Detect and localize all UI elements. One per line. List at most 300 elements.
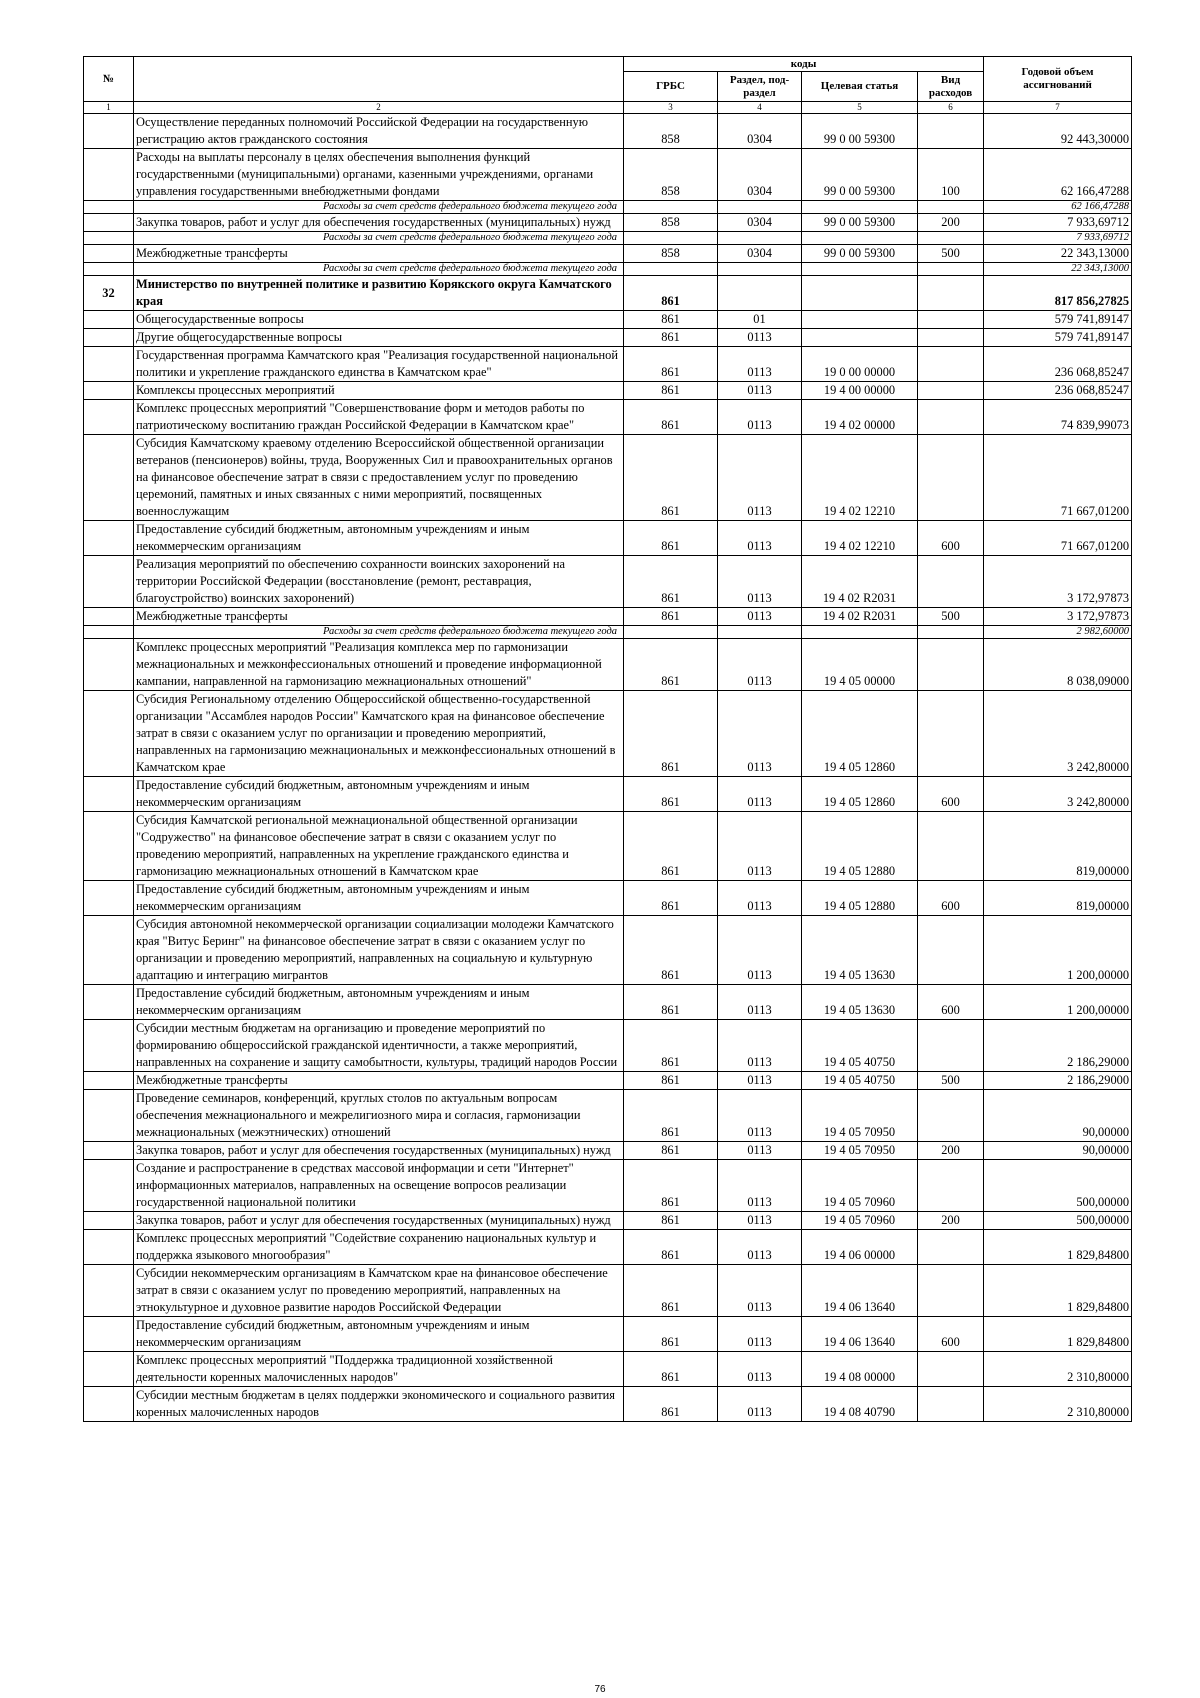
row-name: Предоставление субсидий бюджетным, автономным учреждениям и иным некоммерческим организациям xyxy=(134,985,624,1020)
row-section: 0113 xyxy=(718,1072,802,1090)
row-grbs: 861 xyxy=(624,1265,718,1317)
row-section: 0113 xyxy=(718,881,802,916)
row-name: Расходы за счет средств федерального бюджета текущего года xyxy=(134,232,624,245)
row-target: 19 4 02 12210 xyxy=(802,435,918,521)
row-section: 0113 xyxy=(718,691,802,777)
table-row xyxy=(84,1317,1132,1352)
row-amount: 62 166,47288 xyxy=(984,201,1132,214)
row-grbs xyxy=(624,263,718,276)
row-target: 19 4 05 70960 xyxy=(802,1212,918,1230)
row-amount: 500,00000 xyxy=(984,1212,1132,1230)
row-amount: 90,00000 xyxy=(984,1090,1132,1142)
row-type: 500 xyxy=(918,608,984,626)
table-row xyxy=(84,1020,1132,1072)
row-grbs: 858 xyxy=(624,245,718,263)
row-number xyxy=(84,114,134,149)
header-grbs: ГРБС xyxy=(624,72,718,102)
row-target: 99 0 00 59300 xyxy=(802,245,918,263)
row-number xyxy=(84,245,134,263)
row-grbs xyxy=(624,626,718,639)
table-row xyxy=(84,691,1132,777)
row-name: Общегосударственные вопросы xyxy=(134,311,624,329)
table-row xyxy=(84,329,1132,347)
row-number xyxy=(84,435,134,521)
row-amount: 1 829,84800 xyxy=(984,1265,1132,1317)
row-type xyxy=(918,1160,984,1212)
row-name: Предоставление субсидий бюджетным, автономным учреждениям и иным некоммерческим организациям xyxy=(134,1317,624,1352)
header-num: № xyxy=(84,57,134,102)
row-number xyxy=(84,1212,134,1230)
row-amount: 817 856,27825 xyxy=(984,276,1132,311)
row-type xyxy=(918,347,984,382)
row-section: 0113 xyxy=(718,1317,802,1352)
row-section: 0113 xyxy=(718,639,802,691)
row-name: Комплекс процессных мероприятий "Совершенствование форм и методов работы по патриотическому воспитанию граждан Российской Федерации в Камчатском крае" xyxy=(134,400,624,435)
table-row xyxy=(84,639,1132,691)
row-grbs: 861 xyxy=(624,812,718,881)
row-type xyxy=(918,1387,984,1422)
table-row xyxy=(84,916,1132,985)
row-section xyxy=(718,232,802,245)
row-grbs xyxy=(624,201,718,214)
row-amount: 819,00000 xyxy=(984,881,1132,916)
row-number xyxy=(84,608,134,626)
row-grbs: 861 xyxy=(624,777,718,812)
row-name: Расходы за счет средств федерального бюджета текущего года xyxy=(134,263,624,276)
row-grbs: 858 xyxy=(624,114,718,149)
row-type: 600 xyxy=(918,1317,984,1352)
row-target: 19 4 05 70960 xyxy=(802,1160,918,1212)
row-target: 19 4 02 R2031 xyxy=(802,608,918,626)
row-section: 0304 xyxy=(718,245,802,263)
column-number: 3 xyxy=(624,102,718,114)
row-grbs: 861 xyxy=(624,311,718,329)
row-type: 100 xyxy=(918,149,984,201)
row-amount: 3 172,97873 xyxy=(984,608,1132,626)
table-header xyxy=(84,57,1132,114)
row-section xyxy=(718,276,802,311)
row-section: 0113 xyxy=(718,985,802,1020)
row-grbs xyxy=(624,232,718,245)
row-name: Закупка товаров, работ и услуг для обеспечения государственных (муниципальных) нужд xyxy=(134,214,624,232)
row-amount: 3 242,80000 xyxy=(984,777,1132,812)
row-name: Проведение семинаров, конференций, круглых столов по актуальным вопросам обеспечения межнационального и межрелигиозного мира и согласия, гармонизации межнациональных (межэтнических) отношений xyxy=(134,1090,624,1142)
row-type xyxy=(918,232,984,245)
header-section: Раздел, под- раздел xyxy=(718,72,802,102)
row-name: Комплекс процессных мероприятий "Реализация комплекса мер по гармонизации межнациональных и межконфессиональных отношений и проведение информационной кампании, направленной на гармонизацию межнациональных отношений" xyxy=(134,639,624,691)
table-row xyxy=(84,276,1132,311)
row-grbs: 861 xyxy=(624,1230,718,1265)
row-section: 0113 xyxy=(718,1352,802,1387)
page-number: 76 xyxy=(594,1684,606,1695)
row-type xyxy=(918,400,984,435)
row-section: 0113 xyxy=(718,556,802,608)
row-type: 500 xyxy=(918,245,984,263)
row-target: 19 4 02 12210 xyxy=(802,521,918,556)
header-name xyxy=(134,57,624,102)
row-number xyxy=(84,916,134,985)
row-target xyxy=(802,263,918,276)
row-amount: 3 172,97873 xyxy=(984,556,1132,608)
row-number xyxy=(84,1020,134,1072)
row-type xyxy=(918,1020,984,1072)
table-body xyxy=(84,114,1132,1422)
header-annual: Годовой объем ассигнований xyxy=(984,57,1132,102)
row-target xyxy=(802,232,918,245)
row-section: 0113 xyxy=(718,1160,802,1212)
row-type xyxy=(918,1230,984,1265)
row-amount: 236 068,85247 xyxy=(984,382,1132,400)
table-row xyxy=(84,881,1132,916)
row-section: 0113 xyxy=(718,777,802,812)
row-section: 0113 xyxy=(718,916,802,985)
table-row xyxy=(84,149,1132,201)
row-amount: 2 186,29000 xyxy=(984,1020,1132,1072)
row-name: Предоставление субсидий бюджетным, автономным учреждениям и иным некоммерческим организациям xyxy=(134,881,624,916)
row-type xyxy=(918,1265,984,1317)
row-type: 500 xyxy=(918,1072,984,1090)
row-target xyxy=(802,201,918,214)
row-type xyxy=(918,1090,984,1142)
table-row xyxy=(84,812,1132,881)
row-section: 0113 xyxy=(718,1020,802,1072)
table-row xyxy=(84,1160,1132,1212)
row-section: 0113 xyxy=(718,1212,802,1230)
row-name: Министерство по внутренней политике и развитию Корякского округа Камчатского края xyxy=(134,276,624,311)
row-section: 0113 xyxy=(718,1142,802,1160)
row-amount: 7 933,69712 xyxy=(984,232,1132,245)
row-grbs: 861 xyxy=(624,1020,718,1072)
row-grbs: 861 xyxy=(624,1072,718,1090)
row-section xyxy=(718,263,802,276)
row-name: Государственная программа Камчатского края "Реализация государственной национальной политики и укрепление гражданского единства в Камчатском крае" xyxy=(134,347,624,382)
table-row xyxy=(84,435,1132,521)
row-grbs: 861 xyxy=(624,691,718,777)
table-row xyxy=(84,1352,1132,1387)
row-target: 99 0 00 59300 xyxy=(802,114,918,149)
row-amount: 92 443,30000 xyxy=(984,114,1132,149)
row-grbs: 861 xyxy=(624,1317,718,1352)
row-target: 19 4 02 R2031 xyxy=(802,556,918,608)
row-number xyxy=(84,521,134,556)
row-number xyxy=(84,556,134,608)
row-target: 19 4 08 40790 xyxy=(802,1387,918,1422)
row-grbs: 861 xyxy=(624,881,718,916)
row-target xyxy=(802,276,918,311)
table-row xyxy=(84,1265,1132,1317)
row-amount: 22 343,13000 xyxy=(984,263,1132,276)
row-number xyxy=(84,329,134,347)
row-grbs: 861 xyxy=(624,985,718,1020)
row-target: 19 4 05 70950 xyxy=(802,1090,918,1142)
row-name: Осуществление переданных полномочий Российской Федерации на государственную регистрацию актов гражданского состояния xyxy=(134,114,624,149)
row-amount: 22 343,13000 xyxy=(984,245,1132,263)
row-number xyxy=(84,311,134,329)
row-number xyxy=(84,400,134,435)
row-amount: 2 310,80000 xyxy=(984,1352,1132,1387)
table-row xyxy=(84,608,1132,626)
row-grbs: 861 xyxy=(624,1090,718,1142)
row-section: 0113 xyxy=(718,400,802,435)
row-target xyxy=(802,311,918,329)
row-type xyxy=(918,311,984,329)
row-number xyxy=(84,149,134,201)
row-target: 19 4 05 12860 xyxy=(802,777,918,812)
table-row xyxy=(84,347,1132,382)
row-number xyxy=(84,1317,134,1352)
table-row xyxy=(84,1142,1132,1160)
column-number: 7 xyxy=(984,102,1132,114)
row-type xyxy=(918,812,984,881)
row-grbs: 861 xyxy=(624,1212,718,1230)
row-section: 0113 xyxy=(718,521,802,556)
row-number xyxy=(84,626,134,639)
row-name: Межбюджетные трансферты xyxy=(134,1072,624,1090)
table-row xyxy=(84,114,1132,149)
row-grbs: 861 xyxy=(624,1142,718,1160)
row-amount: 7 933,69712 xyxy=(984,214,1132,232)
row-name: Комплексы процессных мероприятий xyxy=(134,382,624,400)
row-type xyxy=(918,382,984,400)
row-number xyxy=(84,382,134,400)
row-grbs: 861 xyxy=(624,276,718,311)
row-type: 600 xyxy=(918,777,984,812)
row-type xyxy=(918,1352,984,1387)
row-name: Реализация мероприятий по обеспечению сохранности воинских захоронений на территории Российской Федерации (восстановление (ремонт, реставрация, благоустройство) воинских захоронений) xyxy=(134,556,624,608)
column-number: 6 xyxy=(918,102,984,114)
row-name: Межбюджетные трансферты xyxy=(134,608,624,626)
note-row xyxy=(84,232,1132,245)
row-section: 0113 xyxy=(718,382,802,400)
row-type xyxy=(918,626,984,639)
row-number xyxy=(84,881,134,916)
row-type: 200 xyxy=(918,214,984,232)
row-amount: 819,00000 xyxy=(984,812,1132,881)
row-grbs: 861 xyxy=(624,347,718,382)
row-number xyxy=(84,214,134,232)
row-section: 0113 xyxy=(718,608,802,626)
row-type xyxy=(918,435,984,521)
row-number xyxy=(84,1072,134,1090)
row-amount: 2 982,60000 xyxy=(984,626,1132,639)
row-section: 0113 xyxy=(718,329,802,347)
row-number: 32 xyxy=(84,276,134,311)
row-grbs: 861 xyxy=(624,1160,718,1212)
row-section: 0113 xyxy=(718,347,802,382)
header-target: Целевая статья xyxy=(802,72,918,102)
row-grbs: 861 xyxy=(624,556,718,608)
row-number xyxy=(84,201,134,214)
row-type: 600 xyxy=(918,521,984,556)
row-grbs: 858 xyxy=(624,149,718,201)
row-grbs: 861 xyxy=(624,1352,718,1387)
table-row xyxy=(84,1072,1132,1090)
row-amount: 71 667,01200 xyxy=(984,435,1132,521)
note-row xyxy=(84,626,1132,639)
row-number xyxy=(84,985,134,1020)
row-target xyxy=(802,329,918,347)
row-number xyxy=(84,1352,134,1387)
row-amount: 62 166,47288 xyxy=(984,149,1132,201)
row-target: 19 4 05 00000 xyxy=(802,639,918,691)
row-number xyxy=(84,639,134,691)
row-section: 0304 xyxy=(718,149,802,201)
row-type xyxy=(918,276,984,311)
row-type xyxy=(918,556,984,608)
row-name: Субсидии местным бюджетам на организацию и проведение мероприятий по формированию общероссийской гражданской идентичности, а также мероприятий, направленных на сохранение и защиту самобытности, культуры, традиций народов России xyxy=(134,1020,624,1072)
row-name: Расходы за счет средств федерального бюджета текущего года xyxy=(134,201,624,214)
table-row xyxy=(84,311,1132,329)
row-grbs: 858 xyxy=(624,214,718,232)
row-type: 600 xyxy=(918,985,984,1020)
row-type xyxy=(918,639,984,691)
row-target: 19 0 00 00000 xyxy=(802,347,918,382)
row-section: 0113 xyxy=(718,1265,802,1317)
row-number xyxy=(84,1265,134,1317)
row-amount: 71 667,01200 xyxy=(984,521,1132,556)
table-row xyxy=(84,777,1132,812)
row-name: Другие общегосударственные вопросы xyxy=(134,329,624,347)
row-number xyxy=(84,232,134,245)
row-target: 19 4 00 00000 xyxy=(802,382,918,400)
row-type xyxy=(918,916,984,985)
row-target: 19 4 05 13630 xyxy=(802,985,918,1020)
row-name: Предоставление субсидий бюджетным, автономным учреждениям и иным некоммерческим организациям xyxy=(134,521,624,556)
row-target: 19 4 08 00000 xyxy=(802,1352,918,1387)
table-row xyxy=(84,985,1132,1020)
row-grbs: 861 xyxy=(624,916,718,985)
row-number xyxy=(84,1142,134,1160)
row-name: Субсидия Региональному отделению Общероссийской общественно-государственной организации "Ассамблея народов России" Камчатского края на финансовое обеспечение затрат в связи с оказанием услуг по организации и проведению мероприятий, направленных на гармонизацию межнациональных и межконфессиональных отношений в Камчатском крае xyxy=(134,691,624,777)
row-section: 0304 xyxy=(718,114,802,149)
row-grbs: 861 xyxy=(624,329,718,347)
row-name: Субсидии некоммерческим организациям в Камчатском крае на финансовое обеспечение затрат в связи с оказанием услуг по проведению мероприятий, направленных на этнокультурное и духовное развитие народов Российской Федерации xyxy=(134,1265,624,1317)
row-target: 19 4 02 00000 xyxy=(802,400,918,435)
table-row xyxy=(84,214,1132,232)
table-row xyxy=(84,245,1132,263)
row-name: Межбюджетные трансферты xyxy=(134,245,624,263)
row-target: 19 4 06 00000 xyxy=(802,1230,918,1265)
row-section: 0304 xyxy=(718,214,802,232)
row-grbs: 861 xyxy=(624,521,718,556)
row-grbs: 861 xyxy=(624,639,718,691)
row-name: Субсидии местным бюджетам в целях поддержки экономического и социального развития коренных малочисленных народов xyxy=(134,1387,624,1422)
row-amount: 8 038,09000 xyxy=(984,639,1132,691)
note-row xyxy=(84,263,1132,276)
row-target xyxy=(802,626,918,639)
row-target: 99 0 00 59300 xyxy=(802,149,918,201)
row-number xyxy=(84,1230,134,1265)
row-type: 200 xyxy=(918,1142,984,1160)
row-number xyxy=(84,1387,134,1422)
row-amount: 236 068,85247 xyxy=(984,347,1132,382)
row-target: 19 4 05 40750 xyxy=(802,1020,918,1072)
row-amount: 74 839,99073 xyxy=(984,400,1132,435)
row-target: 19 4 05 40750 xyxy=(802,1072,918,1090)
row-name: Создание и распространение в средствах массовой информации и сети "Интернет" информационных материалов, направленных на освещение вопросов реализации государственной национальной политики xyxy=(134,1160,624,1212)
header-codes: коды xyxy=(624,57,984,72)
table-row xyxy=(84,1230,1132,1265)
row-amount: 579 741,89147 xyxy=(984,311,1132,329)
row-section: 0113 xyxy=(718,1230,802,1265)
row-number xyxy=(84,777,134,812)
row-section: 0113 xyxy=(718,435,802,521)
table-row xyxy=(84,1387,1132,1422)
note-row xyxy=(84,201,1132,214)
row-type: 200 xyxy=(918,1212,984,1230)
table-row xyxy=(84,382,1132,400)
row-target: 19 4 05 12860 xyxy=(802,691,918,777)
row-target: 19 4 06 13640 xyxy=(802,1317,918,1352)
column-number: 4 xyxy=(718,102,802,114)
row-section: 0113 xyxy=(718,1387,802,1422)
row-name: Комплекс процессных мероприятий "Содействие сохранению национальных культур и поддержка языкового многообразия" xyxy=(134,1230,624,1265)
row-number xyxy=(84,691,134,777)
table-row xyxy=(84,400,1132,435)
row-target: 19 4 05 70950 xyxy=(802,1142,918,1160)
row-type xyxy=(918,263,984,276)
table-row xyxy=(84,556,1132,608)
row-name: Субсидия автономной некоммерческой организации социализации молодежи Камчатского края "Витус Беринг" на финансовое обеспечение затрат в связи с оказанием услуг по организации и проведению мероприятий, направленных на социальную и культурную адаптацию и интеграцию мигрантов xyxy=(134,916,624,985)
row-name: Закупка товаров, работ и услуг для обеспечения государственных (муниципальных) нужд xyxy=(134,1142,624,1160)
row-name: Закупка товаров, работ и услуг для обеспечения государственных (муниципальных) нужд xyxy=(134,1212,624,1230)
row-grbs: 861 xyxy=(624,400,718,435)
row-amount: 1 200,00000 xyxy=(984,916,1132,985)
row-amount: 1 829,84800 xyxy=(984,1317,1132,1352)
row-number xyxy=(84,347,134,382)
column-number: 2 xyxy=(134,102,624,114)
row-target: 19 4 05 13630 xyxy=(802,916,918,985)
row-grbs: 861 xyxy=(624,608,718,626)
column-number: 1 xyxy=(84,102,134,114)
row-type: 600 xyxy=(918,881,984,916)
table-row xyxy=(84,1090,1132,1142)
row-target: 19 4 05 12880 xyxy=(802,812,918,881)
row-target: 99 0 00 59300 xyxy=(802,214,918,232)
row-number xyxy=(84,1090,134,1142)
row-number xyxy=(84,263,134,276)
column-numbers-row xyxy=(84,102,1132,114)
row-amount: 2 310,80000 xyxy=(984,1387,1132,1422)
row-name: Субсидия Камчатскому краевому отделению Всероссийской общественной организации ветеранов (пенсионеров) войны, труда, Вооруженных Сил и правоохранительных органов на финансовое обеспечение затрат в связи с предоставлением услуг по проведению церемоний, памятных и иных связанных с ними мероприятий, посвященных военнослужащим xyxy=(134,435,624,521)
row-name: Субсидия Камчатской региональной межнациональной общественной организации "Содружество" на финансовое обеспечение затрат в связи с оказанием услуг по проведению мероприятий, направленных на укрепление гражданского единства и гармонизацию межнациональных отношений в Камчатском крае xyxy=(134,812,624,881)
row-name: Расходы за счет средств федерального бюджета текущего года xyxy=(134,626,624,639)
row-amount: 3 242,80000 xyxy=(984,691,1132,777)
row-section: 0113 xyxy=(718,1090,802,1142)
row-target: 19 4 06 13640 xyxy=(802,1265,918,1317)
row-amount: 90,00000 xyxy=(984,1142,1132,1160)
row-amount: 2 186,29000 xyxy=(984,1072,1132,1090)
row-type xyxy=(918,201,984,214)
header-type: Вид расходов xyxy=(918,72,984,102)
row-section xyxy=(718,626,802,639)
row-type xyxy=(918,329,984,347)
table-row xyxy=(84,1212,1132,1230)
row-grbs: 861 xyxy=(624,382,718,400)
row-target: 19 4 05 12880 xyxy=(802,881,918,916)
row-grbs: 861 xyxy=(624,1387,718,1422)
table-row xyxy=(84,521,1132,556)
row-section: 01 xyxy=(718,311,802,329)
row-amount: 1 829,84800 xyxy=(984,1230,1132,1265)
row-number xyxy=(84,1160,134,1212)
row-amount: 579 741,89147 xyxy=(984,329,1132,347)
row-amount: 500,00000 xyxy=(984,1160,1132,1212)
row-name: Предоставление субсидий бюджетным, автономным учреждениям и иным некоммерческим организациям xyxy=(134,777,624,812)
budget-table xyxy=(83,56,1132,1422)
column-number: 5 xyxy=(802,102,918,114)
row-section xyxy=(718,201,802,214)
